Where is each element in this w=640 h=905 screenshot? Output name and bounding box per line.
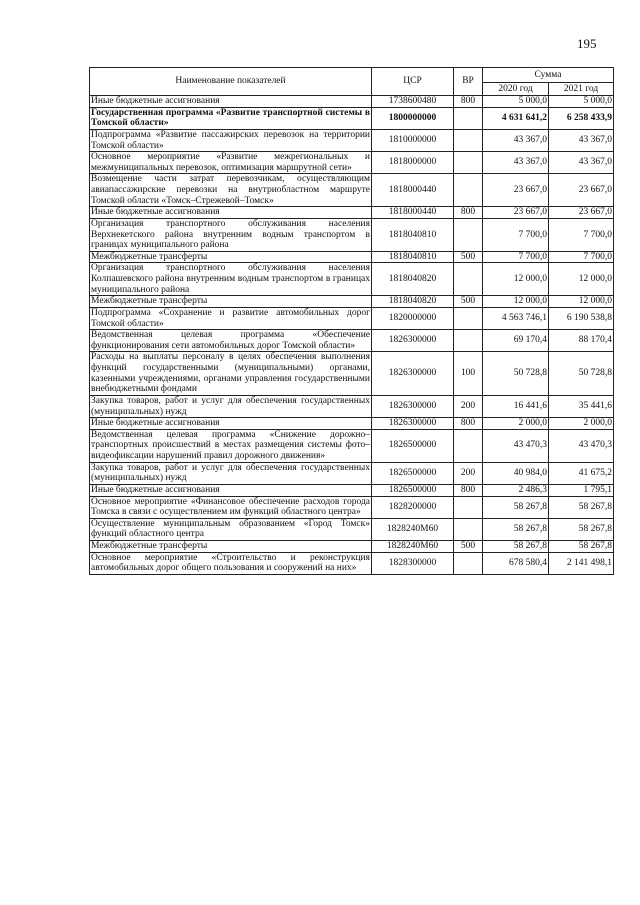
row-sum-2021: 23 667,0 — [549, 174, 614, 207]
row-name: Иные бюджетные ассигнования — [90, 207, 372, 219]
row-vr: 800 — [454, 96, 483, 108]
table-row — [90, 129, 614, 151]
row-sum-2021: 1 795,1 — [549, 484, 614, 496]
row-code: 1828240М60 — [372, 541, 454, 553]
table-row — [90, 218, 614, 251]
table-row — [90, 462, 614, 484]
table-row — [90, 518, 614, 540]
row-name: Межбюджетные трансферты — [90, 296, 372, 308]
row-code: 1818040820 — [372, 296, 454, 308]
row-code: 1810000000 — [372, 129, 454, 151]
row-code: 1818000440 — [372, 174, 454, 207]
row-sum-2020: 58 267,8 — [483, 541, 549, 553]
row-sum-2020: 4 563 746,1 — [483, 307, 549, 329]
row-vr — [454, 552, 483, 574]
row-code: 1800000000 — [372, 107, 454, 129]
row-sum-2020: 23 667,0 — [483, 207, 549, 219]
row-sum-2020: 12 000,0 — [483, 296, 549, 308]
header-year-2020: 2020 год — [483, 83, 549, 96]
row-code: 1826500000 — [372, 484, 454, 496]
row-vr: 800 — [454, 484, 483, 496]
header-code: ЦСР — [372, 68, 454, 96]
row-vr — [454, 496, 483, 518]
table-header — [90, 68, 614, 96]
table-row — [90, 307, 614, 329]
budget-table — [89, 67, 614, 575]
row-sum-2020: 23 667,0 — [483, 174, 549, 207]
row-code: 1828200000 — [372, 496, 454, 518]
table-row — [90, 352, 614, 396]
row-code: 1828240М60 — [372, 518, 454, 540]
table-row — [90, 418, 614, 430]
row-name: Ведомственная целевая программа «Обеспечение функционирования сети автомобильных дорог Томской области» — [91, 330, 370, 351]
row-name: Осуществление муниципальным образованием «Город Томск» функций областного центра — [91, 518, 370, 540]
row-sum-2021: 88 170,4 — [549, 330, 614, 352]
row-name: Межбюджетные трансферты — [90, 251, 372, 263]
row-vr: 800 — [454, 418, 483, 430]
row-code: 1818040810 — [372, 218, 454, 251]
row-code: 1738600480 — [372, 96, 454, 108]
row-vr — [454, 174, 483, 207]
row-sum-2020: 2 486,3 — [483, 484, 549, 496]
row-code: 1818000440 — [372, 207, 454, 219]
row-code: 1826300000 — [372, 395, 454, 417]
row-code: 1826500000 — [372, 462, 454, 484]
row-code: 1826300000 — [372, 330, 454, 352]
row-code: 1818040810 — [372, 251, 454, 263]
row-sum-2020: 7 700,0 — [483, 251, 549, 263]
row-sum-2021: 7 700,0 — [549, 218, 614, 251]
row-sum-2021: 23 667,0 — [549, 207, 614, 219]
row-vr: 200 — [454, 462, 483, 484]
table-row — [90, 207, 614, 219]
row-vr — [454, 152, 483, 174]
row-name: Иные бюджетные ассигнования — [90, 96, 372, 108]
table-row — [90, 552, 614, 574]
row-sum-2020: 58 267,8 — [483, 518, 549, 540]
table-row — [90, 251, 614, 263]
row-sum-2020: 43 470,3 — [483, 429, 549, 462]
row-name: Иные бюджетные ассигнования — [90, 484, 372, 496]
table-row — [90, 541, 614, 553]
row-sum-2020: 4 631 641,2 — [483, 107, 549, 129]
row-name: Подпрограмма «Сохранение и развитие автомобильных дорог Томской области» — [91, 307, 370, 329]
row-vr — [454, 218, 483, 251]
row-sum-2021: 43 470,3 — [549, 429, 614, 462]
row-vr: 100 — [454, 352, 483, 396]
row-name: Ведомственная целевая программа «Снижение дорожно–транспортных происшествий в местах размещения системы фото–видеофиксации нарушений правил дорожного движения» — [91, 429, 370, 461]
row-code: 1828300000 — [372, 552, 454, 574]
row-sum-2020: 69 170,4 — [483, 330, 549, 352]
row-sum-2021: 2 000,0 — [549, 418, 614, 430]
row-vr: 200 — [454, 395, 483, 417]
row-sum-2020: 5 000,0 — [483, 96, 549, 108]
row-sum-2021: 35 441,6 — [549, 395, 614, 417]
row-code: 1818000000 — [372, 152, 454, 174]
row-sum-2020: 43 367,0 — [483, 129, 549, 151]
table-row — [90, 174, 614, 207]
row-sum-2021: 5 000,0 — [549, 96, 614, 108]
header-year-2021: 2021 год — [549, 83, 614, 96]
header-vr: ВР — [454, 68, 483, 96]
row-sum-2020: 678 580,4 — [483, 552, 549, 574]
row-vr — [454, 307, 483, 329]
table-row — [90, 330, 614, 352]
row-vr — [454, 263, 483, 296]
table-row — [90, 484, 614, 496]
table-row — [90, 107, 614, 129]
row-sum-2021: 58 267,8 — [549, 518, 614, 540]
row-code: 1818040820 — [372, 263, 454, 296]
row-vr — [454, 129, 483, 151]
row-name: Организация транспортного обслуживания населения Колпашевского района внутренним водным транспортом в границах муниципального района — [91, 263, 370, 295]
row-sum-2020: 16 441,6 — [483, 395, 549, 417]
page-number: 195 — [577, 36, 597, 51]
table-row — [90, 263, 614, 296]
row-sum-2020: 43 367,0 — [483, 152, 549, 174]
row-vr — [454, 330, 483, 352]
row-sum-2020: 58 267,8 — [483, 496, 549, 518]
row-name: Расходы на выплаты персоналу в целях обеспечения выполнения функций государственными (муниципальными) органами, казенными учреждениями, органами управления государственными внебюджетными фондами — [91, 352, 370, 395]
row-name: Основное мероприятие «Финансовое обеспечение расходов города Томска в связи с осуществлением им функций областного центра» — [91, 496, 370, 518]
row-name: Подпрограмма «Развитие пассажирских перевозок на территории Томской области» — [91, 129, 370, 151]
row-vr: 500 — [454, 541, 483, 553]
row-sum-2020: 2 000,0 — [483, 418, 549, 430]
table-row — [90, 296, 614, 308]
row-vr — [454, 518, 483, 540]
row-sum-2021: 12 000,0 — [549, 263, 614, 296]
row-sum-2021: 6 258 433,9 — [549, 107, 614, 129]
row-sum-2021: 58 267,8 — [549, 496, 614, 518]
row-name: Государственная программа «Развитие транспортной системы в Томской области» — [91, 107, 370, 129]
row-name: Основное мероприятие «Строительство и реконструкция автомобильных дорог общего пользования и сооружений на них» — [91, 552, 370, 574]
row-sum-2020: 40 984,0 — [483, 462, 549, 484]
row-sum-2021: 7 700,0 — [549, 251, 614, 263]
row-sum-2021: 43 367,0 — [549, 152, 614, 174]
row-name: Основное мероприятие «Развитие межрегиональных и межмуниципальных перевозок, оптимизация маршрутной сети» — [91, 152, 370, 173]
row-code: 1826300000 — [372, 352, 454, 396]
row-sum-2021: 43 367,0 — [549, 129, 614, 151]
row-sum-2021: 50 728,8 — [549, 352, 614, 396]
row-vr: 800 — [454, 207, 483, 219]
row-code: 1820000000 — [372, 307, 454, 329]
row-sum-2021: 2 141 498,1 — [549, 552, 614, 574]
header-name: Наименование показателей — [90, 68, 372, 96]
row-name: Закупка товаров, работ и услуг для обеспечения государственных (муниципальных) нужд — [91, 395, 370, 417]
row-sum-2020: 7 700,0 — [483, 218, 549, 251]
row-name: Межбюджетные трансферты — [90, 541, 372, 553]
header-sum: Сумма — [483, 68, 614, 83]
row-vr — [454, 107, 483, 129]
table-row — [90, 395, 614, 417]
row-vr: 500 — [454, 296, 483, 308]
row-vr — [454, 429, 483, 462]
row-name: Возмещение части затрат перевозчикам, осуществляющим авиапассажирские перевозки на внутриобластном маршруте Томской области «Томск–Стрежевой–Томск» — [91, 174, 370, 206]
row-code: 1826500000 — [372, 429, 454, 462]
row-name: Закупка товаров, работ и услуг для обеспечения государственных (муниципальных) нужд — [91, 462, 370, 484]
table-row — [90, 429, 614, 462]
table-body — [90, 96, 614, 575]
row-sum-2021: 41 675,2 — [549, 462, 614, 484]
row-sum-2021: 6 190 538,8 — [549, 307, 614, 329]
row-name: Организация транспортного обслуживания населения Верхнекетского района внутренним водным транспортом в границах муниципального района — [91, 218, 370, 251]
row-code: 1826300000 — [372, 418, 454, 430]
row-name: Иные бюджетные ассигнования — [90, 418, 372, 430]
table-row — [90, 152, 614, 174]
row-sum-2020: 12 000,0 — [483, 263, 549, 296]
table-row — [90, 96, 614, 108]
row-vr: 500 — [454, 251, 483, 263]
row-sum-2020: 50 728,8 — [483, 352, 549, 396]
row-sum-2021: 12 000,0 — [549, 296, 614, 308]
table-row — [90, 496, 614, 518]
row-sum-2021: 58 267,8 — [549, 541, 614, 553]
